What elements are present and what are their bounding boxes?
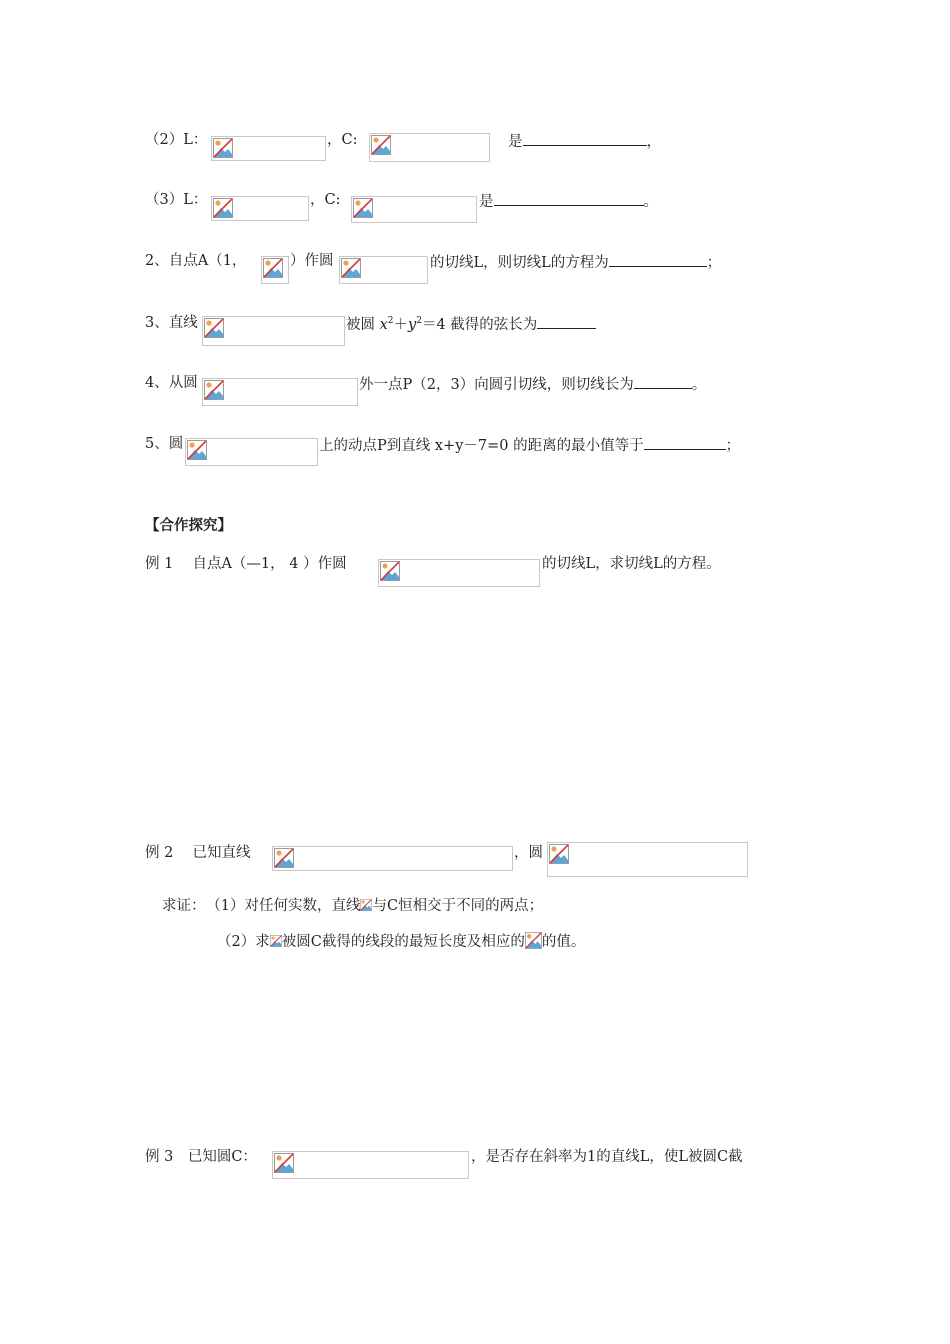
broken-image-icon — [204, 380, 224, 400]
formula-image — [272, 846, 513, 871]
ex2-part2-line: （2）求 被圆C截得的线段的最短长度及相应的 的值。 — [217, 934, 586, 950]
broken-image-icon — [204, 318, 224, 338]
answer-blank — [634, 373, 692, 389]
q4-line-a: 4、从圆 — [145, 375, 198, 391]
formula-image — [202, 316, 345, 346]
formula-image — [261, 256, 289, 284]
broken-image-icon — [525, 932, 542, 949]
q3-line-a: 3、直线 — [145, 315, 198, 331]
formula-image — [351, 196, 477, 223]
formula-image — [272, 1151, 469, 1179]
formula-image — [369, 133, 490, 162]
q1-2-mid: ，C: — [327, 132, 358, 148]
answer-blank — [609, 251, 707, 267]
broken-image-icon — [213, 138, 233, 158]
formula-image — [185, 438, 318, 466]
ex2-proof-line: 求证： （1）对任何实数，直线 与C恒相交于不同的两点； — [162, 898, 544, 914]
formula-image — [211, 196, 309, 221]
answer-blank — [644, 434, 726, 450]
broken-image-icon — [274, 848, 294, 868]
q1-3-label: （3）L： — [145, 192, 208, 208]
broken-image-icon — [353, 198, 373, 218]
section-heading: 【合作探究】 — [145, 518, 232, 534]
q1-2-label: （2）L： — [145, 132, 208, 148]
ex3-line-a: 例 3 已知圆C： — [145, 1149, 257, 1165]
q2-line-b: ）作圆 — [290, 253, 334, 269]
ex3-line-b: ，是否存在斜率为1的直线L，使L被圆C截 — [471, 1149, 743, 1165]
formula-image — [202, 378, 358, 406]
broken-image-icon — [341, 258, 361, 278]
ex1-line-b: 的切线L，求切线L的方程。 — [542, 556, 721, 572]
answer-blank — [494, 190, 644, 206]
broken-image-icon — [274, 1153, 294, 1173]
ex2-line-b: ，圆 — [514, 845, 543, 861]
broken-image-icon — [360, 897, 372, 913]
broken-image-icon — [371, 135, 391, 155]
formula-image — [211, 136, 326, 161]
broken-image-icon — [187, 440, 207, 460]
formula-image — [378, 559, 540, 587]
broken-image-icon — [549, 844, 569, 864]
broken-image-icon — [213, 198, 233, 218]
broken-image-icon — [270, 933, 282, 949]
q4-line-b: 外一点P（2，3）向圆引切线，则切线长为 。 — [359, 373, 706, 395]
broken-image-icon — [263, 258, 283, 278]
broken-image-icon — [380, 561, 400, 581]
q5-line-a: 5、圆 — [145, 436, 184, 452]
formula-image — [547, 842, 748, 877]
q1-2-tail: 是 ， — [508, 130, 661, 152]
ex1-line-a: 例 1 自点A（—1， 4 ）作圆 — [145, 556, 347, 572]
q5-line-b: 上的动点P到直线 x+y－7=0 的距离的最小值等于 ； — [319, 434, 740, 456]
answer-blank — [523, 130, 647, 146]
q1-3-tail: 是 。 — [479, 190, 658, 212]
q2-line-a: 2、自点A（1， — [145, 253, 247, 269]
q3-line-b: 被圆 $x^2+y^2=4$ 截得的弦长为 — [346, 313, 596, 335]
ex2-line-a: 例 2 已知直线 — [145, 845, 251, 861]
answer-blank — [537, 313, 596, 329]
q1-2-line — [145, 130, 207, 150]
q2-line-c: 的切线L，则切线L的方程为 ； — [430, 251, 721, 273]
q1-3-line — [145, 190, 207, 210]
q1-3-mid: ，C: — [310, 192, 341, 208]
formula-image — [339, 256, 428, 284]
